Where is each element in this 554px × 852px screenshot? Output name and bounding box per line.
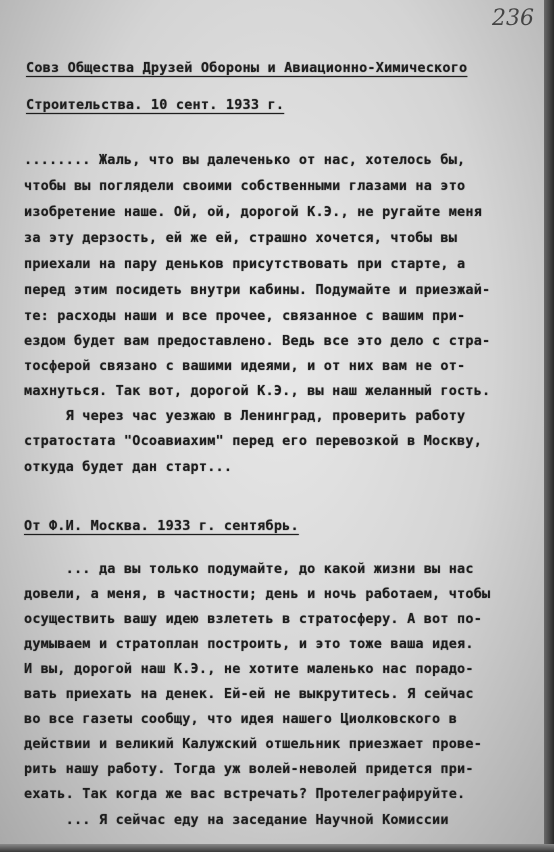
text-line: тосферой связано с вашими идеями, и от них вам не от- xyxy=(24,358,466,374)
text-line: изобретение наше. Ой, ой, дорогой К.Э., не ругайте меня xyxy=(24,204,483,220)
text-line: ... да вы только подумайте, до какой жизни вы нас xyxy=(24,561,474,577)
scan-edge-right xyxy=(544,0,554,852)
text-line: ехать. Так когда же вас встречать? Протелеграфируйте. xyxy=(24,786,466,802)
text-line: стратостата "Осоавиахим" перед его перевозкой в Москву, xyxy=(24,433,483,449)
text-line: действии и великий Калужский отшельник приезжает прове- xyxy=(24,736,483,752)
text-line: перед этим посидеть внутри кабины. Подумайте и приезжай- xyxy=(24,282,491,298)
text-line: думываем и стратоплан построить, и это тоже ваша идея. xyxy=(24,636,474,652)
scan-edge-bottom xyxy=(0,844,554,852)
section2-heading: От Ф.И. Москва. 1933 г. сентябрь. xyxy=(24,518,299,534)
text-line: довели, а меня, в частности; день и ночь работаем, чтобы xyxy=(24,586,491,602)
text-line: вать приехать на денек. Ей-ей не выкрутитесь. Я сейчас xyxy=(24,686,474,702)
text-line: махнуться. Так вот, дорогой К.Э., вы наш желанный гость. xyxy=(24,383,491,399)
text-line: ездом будет вам предоставлено. Ведь все это дело с стра- xyxy=(24,333,491,349)
text-line: приехали на пару деньков присутствовать при старте, а xyxy=(24,256,466,272)
text-line: рить нашу работу. Тогда уж волей-неволей придется при- xyxy=(24,761,474,777)
text-line: во все газеты сообщу, что идея нашего Циолковского в xyxy=(24,711,458,727)
text-line: осуществить вашу идею взлететь в стратосферу. А вот по- xyxy=(24,611,483,627)
page-number: 236 xyxy=(492,6,534,31)
text-line: ........ Жаль, что вы далеченько от нас, хотелось бы, xyxy=(24,152,466,168)
text-line: ... Я сейчас еду на заседание Научной Комиссии xyxy=(24,812,449,828)
text-line: за эту дерзость, ей же ей, страшно хочется, чтобы вы xyxy=(24,230,458,246)
section1-heading-line2: Строительства. 10 сент. 1933 г. xyxy=(26,97,285,113)
text-line: чтобы вы поглядели своими собственными глазами на это xyxy=(24,178,466,194)
text-line: те: расходы наши и все прочее, связанное с вашим при- xyxy=(24,308,466,324)
text-line: откуда будет дан старт... xyxy=(24,459,233,475)
text-line: Я через час уезжаю в Ленинград, проверить работу xyxy=(24,408,466,424)
section1-heading-line1: Совз Общества Друзей Обороны и Авиационно-Химического xyxy=(26,60,468,76)
text-line: И вы, дорогой наш К.Э., не хотите маленько нас порадо- xyxy=(24,661,474,677)
